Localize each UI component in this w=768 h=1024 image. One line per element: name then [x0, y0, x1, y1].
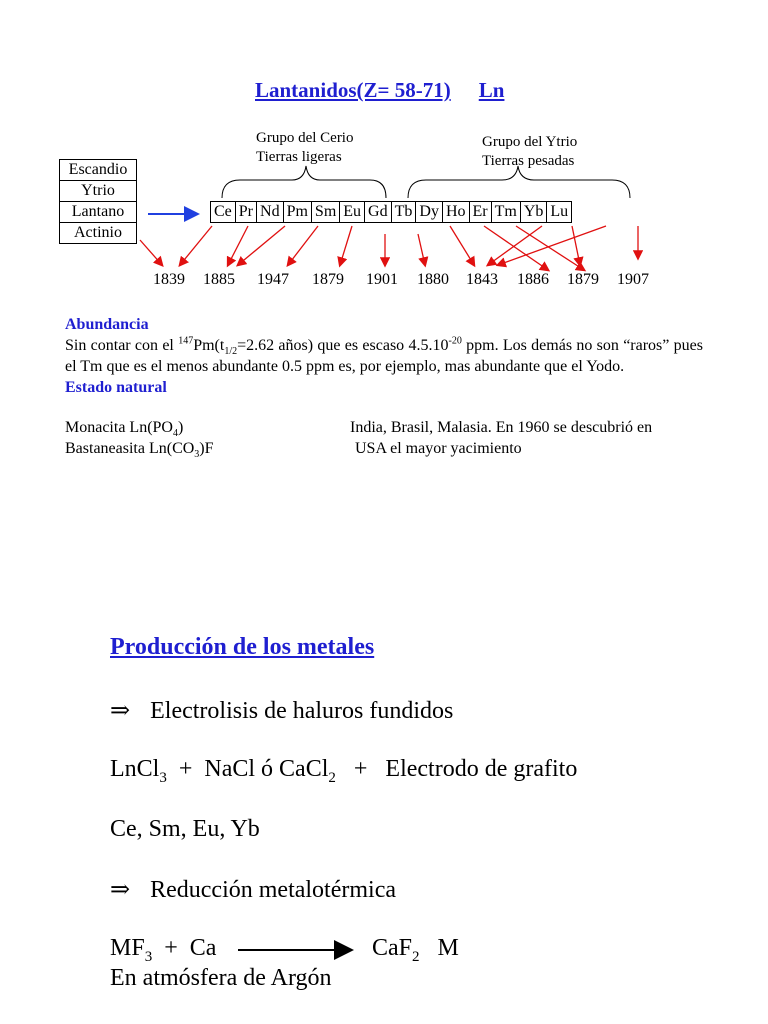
estado-heading: Estado natural — [65, 379, 167, 396]
year-1901: 1901 — [366, 271, 398, 288]
ytrio-group-label: Grupo del Ytrio Tierras pesadas — [482, 134, 578, 169]
estado-location-2: USA el mayor yacimiento — [355, 440, 522, 457]
reduction-equation-left: $MF_3 + Ca$ — [110, 935, 217, 965]
production-title: Producción de los metales — [110, 634, 375, 660]
discovery-arrows — [140, 226, 638, 270]
element-gd: Gd — [365, 202, 392, 223]
electrolysis-equation: LnCl$_3$ + NaCl ó CaCl$_2$ + Electrodo de grafito — [110, 756, 578, 786]
implies-icon: ⇒ — [110, 877, 131, 903]
year-1843: 1843 — [466, 271, 498, 288]
element-eu: Eu — [340, 202, 365, 223]
abundancia-heading: Abundancia — [65, 316, 149, 333]
cerio-group-label: Grupo del Cerio Tierras ligeras — [256, 130, 354, 165]
element-lu: Lu — [547, 202, 572, 223]
element-sm: Sm — [311, 202, 339, 223]
element-pr: Pr — [235, 202, 256, 223]
year-1947: 1947 — [257, 271, 289, 288]
year-1907: 1907 — [617, 271, 649, 288]
implies-icon: ⇒ — [110, 698, 131, 724]
year-1880: 1880 — [417, 271, 449, 288]
element-escandio: Escandio — [60, 160, 137, 181]
element-ytrio: Ytrio — [60, 181, 137, 202]
cerio-brace — [222, 166, 386, 198]
electrolysis-metals: Ce, Sm, Eu, Yb — [110, 816, 260, 842]
element-er: Er — [469, 202, 491, 223]
reduction-equation-right: CaF$_2$ M — [372, 935, 459, 965]
argon-atmosphere: En atmósfera de Argón — [110, 965, 332, 991]
year-1886: 1886 — [517, 271, 549, 288]
element-yb: Yb — [520, 202, 547, 223]
year-1839: 1839 — [153, 271, 185, 288]
estado-location-1: India, Brasil, Malasia. En 1960 se descubrió en — [350, 419, 653, 436]
mineral-bastaneasita: Bastaneasita $Ln(CO_3)F$ — [65, 440, 214, 461]
method-electrolysis: ⇒ Electrolisis de haluros fundidos — [110, 698, 454, 724]
year-1885: 1885 — [203, 271, 235, 288]
mineral-monacita: Monacita $Ln(PO_4)$ — [65, 419, 184, 440]
year-1879: 1879 — [312, 271, 344, 288]
element-dy: Dy — [416, 202, 443, 223]
element-actinio: Actinio — [60, 223, 137, 244]
element-pm: Pm — [283, 202, 311, 223]
element-ho: Ho — [442, 202, 469, 223]
element-lantano: Lantano — [60, 202, 137, 223]
ytrio-brace — [408, 166, 630, 198]
year-1879b: 1879 — [567, 271, 599, 288]
page-title: Lantanidos(Z= 58-71) Ln — [255, 78, 505, 102]
abundancia-section — [65, 314, 703, 398]
abundancia-text: Sin contar con el $^{147}Pm(t_{1/2}=2.62$ años) que es escaso $4.5.10^{-20}$ ppm. Los demás no son “raros” pues el Tm que es el menos abundante 0.5 ppm es, por ejemplo, mas abundante que el Yodo. — [65, 335, 704, 375]
element-ce: Ce — [211, 202, 236, 223]
element-tb: Tb — [391, 202, 416, 223]
method-metallothermic: ⇒ Reducción metalotérmica — [110, 877, 397, 903]
element-nd: Nd — [257, 202, 284, 223]
element-tm: Tm — [491, 202, 520, 223]
